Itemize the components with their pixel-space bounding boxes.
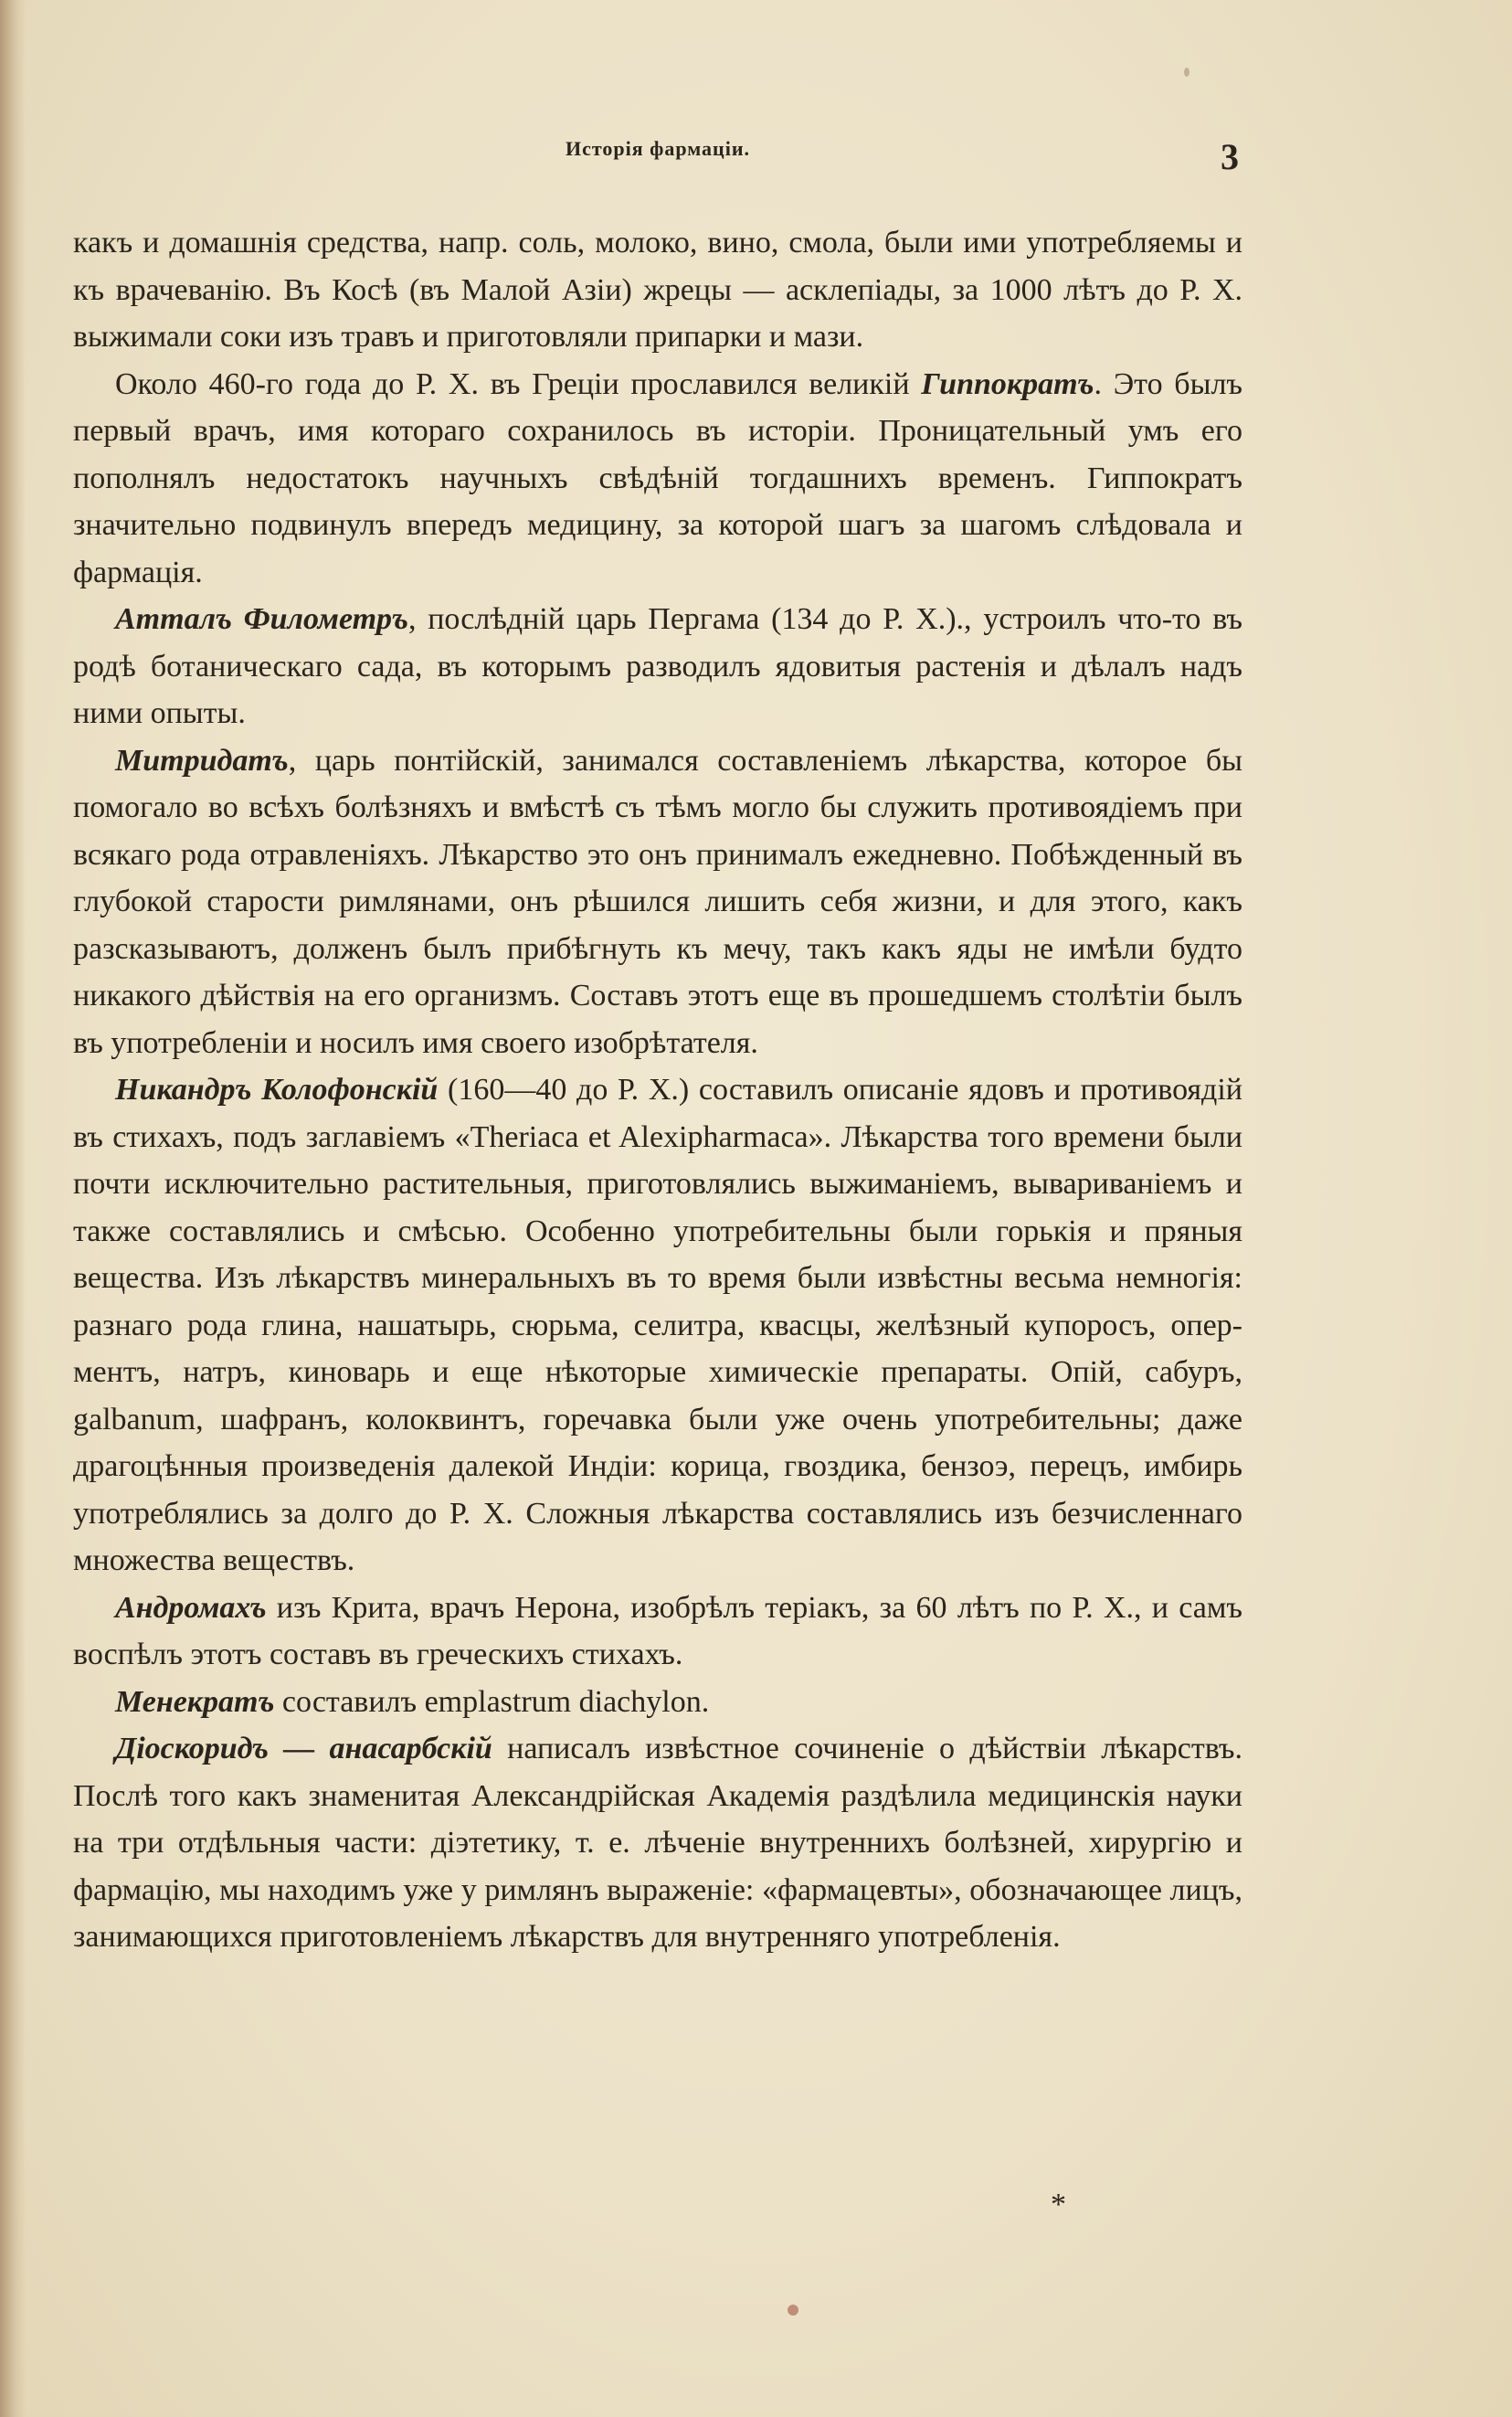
running-title: Исторія фармаціи. <box>565 137 751 160</box>
body-text <box>73 219 1242 1961</box>
footer-mark: * <box>1051 2188 1066 2221</box>
paragraph-text: составилъ emplastrum diachylon. <box>274 1684 710 1719</box>
person-name: Митридатъ <box>115 743 289 778</box>
paragraph-2 <box>73 361 1242 597</box>
paragraph-text: , послѣдній царь Пергама (134 до Р. Х.)., устроилъ что-то въ родѣ ботаническаго сада, въ которымъ разводилъ ядовитыя растенія и дѣлалъ надъ ними опыты. <box>73 602 1242 730</box>
person-name: Андромахъ <box>115 1590 267 1625</box>
page-number: 3 <box>1221 136 1239 177</box>
paragraph-text: . Это былъ первый врачъ, имя котораго сохранилось въ исторіи. Проницательный умъ его пополнялъ недостатокъ научныхъ свѣдѣній тогдашнихъ временъ. Гиппократъ значительно подвинулъ впередъ медицину, за которой шагъ за шагомъ слѣдовала и фармація. <box>73 366 1242 589</box>
ink-blot <box>1184 68 1190 77</box>
paragraph-text: написалъ извѣстное сочиненіе о дѣйствіи лѣкарствъ. Послѣ того какъ знаменитая Александрійская Академія раздѣлила медицинскія науки на три отдѣльныя части: діэтетику, т. е. лѣченіе внутреннихъ болѣзней, хирургію и фармацію, мы находимъ уже у римлянъ выраженіе: «фармацевты», обозначающее лицъ, занимающихся приготовленіемъ лѣкарствъ для внутренняго употребленія. <box>73 1732 1242 1954</box>
person-name: Менекратъ <box>115 1684 275 1719</box>
paragraph-text: изъ Крита, врачъ Нерона, изобрѣлъ теріакъ, за 60 лѣтъ по Р. Х., и самъ воспѣлъ этотъ составъ въ греческихъ стихахъ. <box>73 1590 1242 1671</box>
paragraph-8 <box>73 1725 1242 1961</box>
ink-blot <box>788 2305 798 2316</box>
paragraph-7 <box>73 1679 1242 1726</box>
paragraph-5 <box>73 1066 1242 1585</box>
paragraph-3 <box>73 596 1242 737</box>
paragraph-lead: Около 460-го года до Р. Х. въ Греціи прославился великій <box>115 366 922 401</box>
paragraph-1 <box>73 219 1242 361</box>
paragraph-6 <box>73 1585 1242 1679</box>
person-name: Атталъ Филометръ <box>115 602 408 636</box>
person-name: Діоскоридъ — анасарбскій <box>115 1732 492 1765</box>
person-name: Никандръ Колофонскій <box>115 1073 439 1107</box>
paragraph-text: (160—40 до Р. Х.) составилъ описаніе ядовъ и противоядій въ стихахъ, подъ заглавіемъ «Theriaca et Alexipharmaca». Лѣкарства того времени были почти исключительно растительныя, приготовлялись выжиманіемъ, вывариваніемъ и также составлялись и смѣсью. Особенно употребительны были горькія и пряныя вещества. Изъ лѣкарствъ минеральныхъ въ то время были извѣстны весьма немногія: разнаго рода глина, нашатырь, сюрьма, селитра, квасцы, желѣзный купоросъ, оперментъ, натръ, киноварь и еще нѣкоторые химическіе препараты. Опій, сабуръ, galbanum, шафранъ, колоквинтъ, горечавка были уже очень употребительны; даже драгоцѣнныя произведенія далекой Индіи: корица, гвоздика, бензоэ, перецъ, имбирь употреблялись за долго до Р. Х. Сложныя лѣкарства составлялись изъ безчисленнаго множества веществъ. <box>73 1073 1243 1577</box>
book-spine-shadow <box>0 0 26 2417</box>
person-name: Гиппократъ <box>921 366 1094 401</box>
paragraph-text: , царь понтійскій, занимался составленіемъ лѣкарства, которое бы помогало во всѣхъ болѣзняхъ и вмѣстѣ съ тѣмъ могло бы служить противоядіемъ при всякаго рода отравленіяхъ. Лѣкарство это онъ принималъ ежедневно. Побѣжденный въ глубокой старости римлянами, онъ рѣшился лишить себя жизни, и для этого, какъ разсказываютъ, долженъ былъ прибѣгнуть къ мечу, такъ какъ яды не имѣли будто никакого дѣйствія на его организмъ. Составъ этотъ еще въ прошедшемъ столѣтіи былъ въ употребленіи и носилъ имя своего изобрѣтателя. <box>73 743 1242 1060</box>
paragraph-text: какъ и домашнія средства, напр. соль, молоко, вино, смола, были ими употребляемы и къ врачеванію. Въ Косѣ (въ Малой Азіи) жрецы — асклепіады, за 1000 лѣтъ до Р. Х. выжимали соки изъ травъ и приготовляли припарки и мази. <box>73 226 1242 354</box>
paragraph-4 <box>73 737 1242 1067</box>
